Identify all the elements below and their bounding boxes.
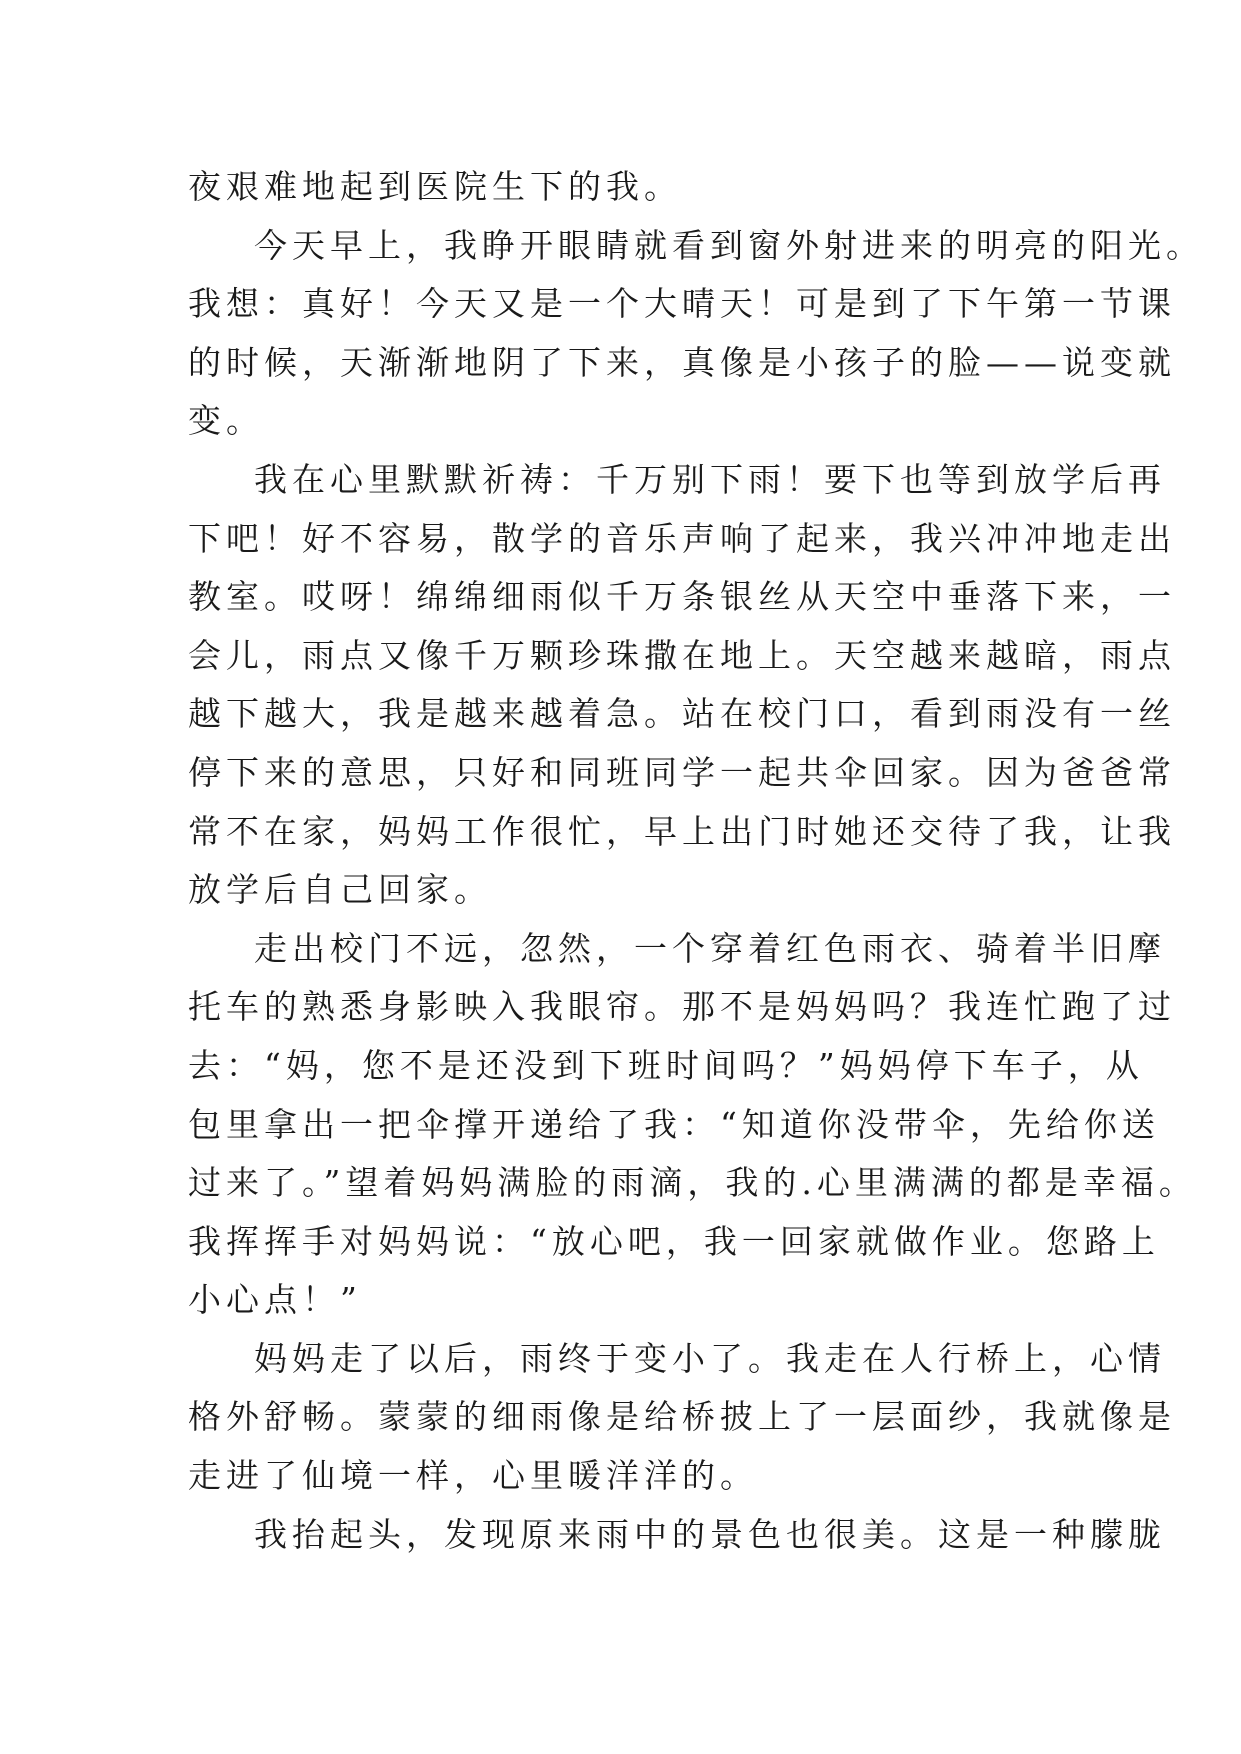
text-line: 我抬起头，发现原来雨中的景色也很美。这是一种朦胧 (254, 1514, 1166, 1554)
text-line: 过来了。”望着妈妈满脸的雨滴，我的.心里满满的都是幸福。 (188, 1163, 1197, 1203)
text-line: 走进了仙境一样，心里暖洋洋的。 (188, 1456, 758, 1496)
text-line: 夜艰难地起到医院生下的我。 (188, 167, 682, 206)
text-line: 会儿，雨点又像千万颗珍珠撒在地上。天空越来越暗，雨点 (188, 635, 1176, 675)
text-line: 我挥挥手对妈妈说：“放心吧，我一回家就做作业。您路上 (188, 1221, 1160, 1261)
text-line: 今天早上，我睁开眼睛就看到窗外射进来的明亮的阳光。 (254, 225, 1204, 265)
text-line: 的时候，天渐渐地阴了下来，真像是小孩子的脸——说变就 (188, 342, 1176, 382)
text-line: 格外舒畅。蒙蒙的细雨像是给桥披上了一层面纱，我就像是 (188, 1397, 1176, 1437)
text-line: 去：“妈，您不是还没到下班时间吗？”妈妈停下车子，从 (188, 1045, 1144, 1085)
text-line: 下吧！好不容易，散学的音乐声响了起来，我兴冲冲地走出 (188, 518, 1176, 558)
text-line: 教室。哎呀！绵绵细雨似千万条银丝从天空中垂落下来，一 (188, 577, 1176, 617)
text-line: 常不在家，妈妈工作很忙，早上出门时她还交待了我，让我 (188, 811, 1176, 851)
text-line: 变。 (188, 401, 264, 441)
text-line: 小心点！” (188, 1280, 362, 1320)
text-line: 放学后自己回家。 (188, 870, 492, 910)
text-line: 我在心里默默祈祷：千万别下雨！要下也等到放学后再 (254, 459, 1166, 499)
text-line: 停下来的意思，只好和同班同学一起共伞回家。因为爸爸常 (188, 752, 1176, 792)
text-line: 托车的熟悉身影映入我眼帘。那不是妈妈吗？我连忙跑了过 (188, 987, 1176, 1027)
text-line: 走出校门不远，忽然，一个穿着红色雨衣、骑着半旧摩 (254, 928, 1166, 968)
essay-text (188, 158, 1204, 1564)
text-line: 我想：真好！今天又是一个大晴天！可是到了下午第一节课 (188, 284, 1176, 324)
text-line: 越下越大，我是越来越着急。站在校门口，看到雨没有一丝 (188, 694, 1176, 734)
text-line: 包里拿出一把伞撑开递给了我：“知道你没带伞，先给你送 (188, 1104, 1160, 1144)
text-line: 妈妈走了以后，雨终于变小了。我走在人行桥上，心情 (254, 1338, 1166, 1378)
